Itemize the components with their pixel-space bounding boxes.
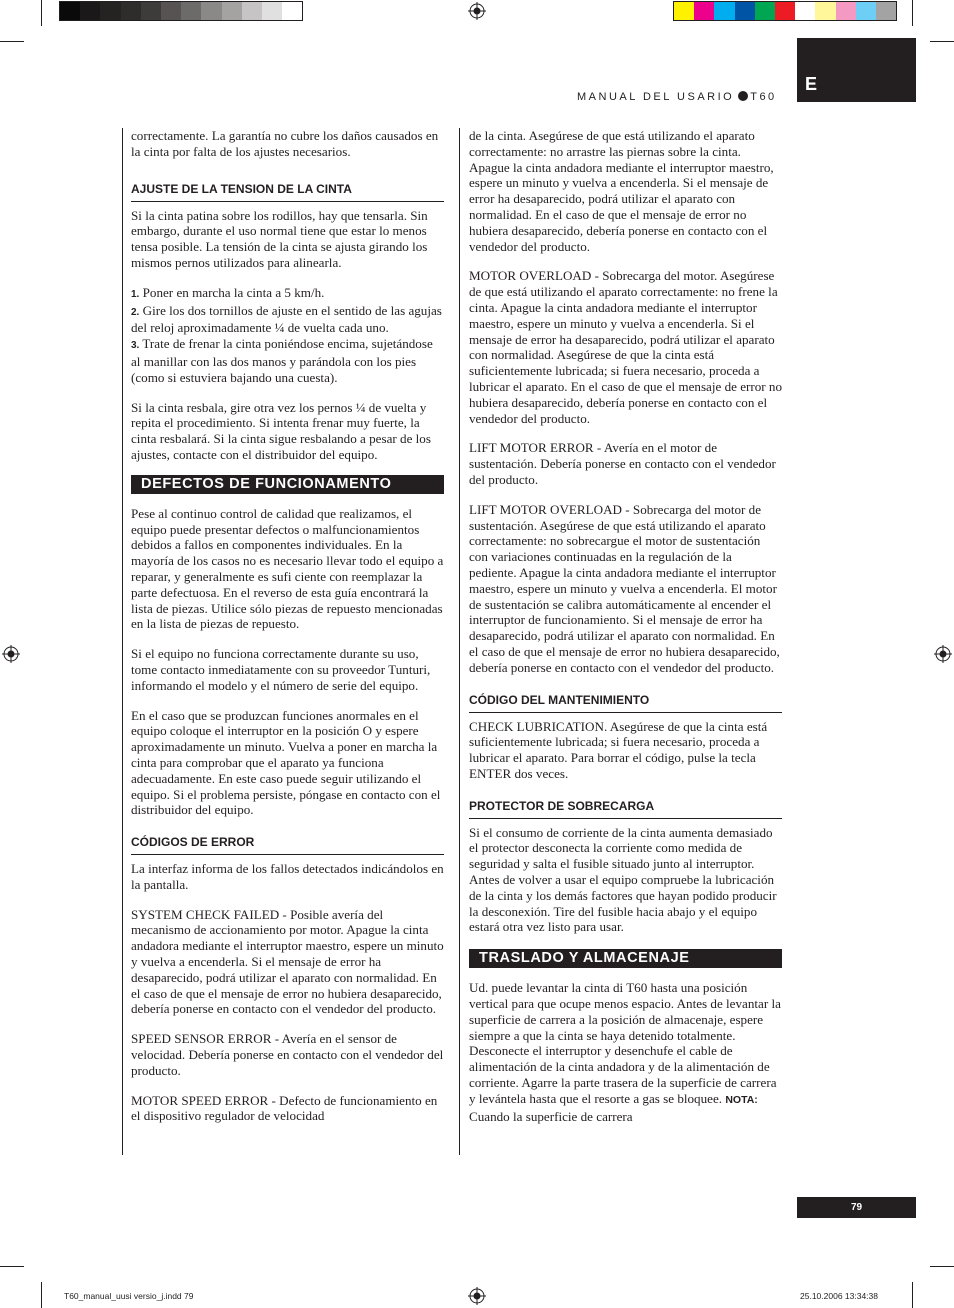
- color-swatch: [121, 2, 141, 20]
- step-number: 1.: [131, 288, 140, 300]
- color-swatch: [735, 2, 755, 20]
- paragraph: SYSTEM CHECK FAILED - Posible avería del mecanismo de accionamiento por motor. Apague la cinta andadora mediante el interruptor maestro, espere un minuto y vuelva a encenderla. Si el mensaje de error ha desaparecido, podrá utilizar el aparato con normalidad. En el caso de que el mensaje de error no hubiera desaparecido, debería ponerse en contacto con el vendedor del producto.: [131, 906, 444, 1017]
- color-swatch: [714, 2, 734, 20]
- crop-mark: [41, 0, 42, 26]
- column-rule-right: [459, 128, 460, 1155]
- registration-mark-icon: [468, 1287, 486, 1305]
- color-swatch: [141, 2, 161, 20]
- process-color-bar: [673, 1, 897, 21]
- list-item: [131, 303, 444, 337]
- color-swatch: [161, 2, 181, 20]
- color-swatch: [242, 2, 262, 20]
- list-item: [131, 285, 444, 303]
- color-swatch: [201, 2, 221, 20]
- date-slug: 25.10.2006 13:34:38: [800, 1291, 878, 1301]
- color-swatch: [282, 2, 302, 20]
- registration-mark-icon: [2, 645, 20, 663]
- paragraph: Pese al continuo control de calidad que realizamos, el equipo puede presentar defectos o malfuncionamientos debidos a fallos en componentes individuales. En la mayoría de los casos no es necesario llevar todo el equipo a reparar, y generalmente es sufi ciente con reemplazar la parte defectuosa. En el reverso de esta guía encontrará la lista de piezas. Utilice sólo piezas de repuesto mencionadas en la lista de piezas de repuesto.: [131, 505, 444, 632]
- color-swatch: [80, 2, 100, 20]
- registration-mark-icon: [468, 2, 486, 20]
- manual-title: MANUAL DEL USARIO: [577, 91, 735, 103]
- heading-overload-protector: PROTECTOR DE SOBRECARGA: [469, 794, 782, 819]
- paragraph: correctamente. La garantía no cubre los daños causados en la cinta por falta de los ajustes necesarios.: [131, 128, 439, 159]
- crop-mark: [912, 0, 913, 26]
- heading-malfunctions: DEFECTOS DE FUNCIONAMENTO: [131, 475, 444, 494]
- left-column: [131, 128, 444, 1138]
- color-swatch: [262, 2, 282, 20]
- color-swatch: [181, 2, 201, 20]
- bullet-icon: [738, 91, 748, 101]
- paragraph: Si la cinta resbala, gire otra vez los pernos ¼ de vuelta y repita el procedimiento. Si intenta frenar muy fuerte, la cinta resbalará. Si la cinta sigue resbalando a pesar de los ajustes, contacte con el distribuidor del equipo.: [131, 399, 431, 462]
- gray-color-bar: [59, 1, 303, 21]
- paragraph: En el caso que se produzcan funciones anormales en el equipo coloque el interruptor en la posición O y espere aproximadamente un minuto. Vuelva a poner en marcha la cinta para comprobar que el aparato ya funciona adecuadamente. En este caso puede seguir utilizando el equipo. Si el problema persiste, póngase en contacto con el distribuidor del equipo.: [131, 707, 441, 818]
- color-swatch: [856, 2, 876, 20]
- language-letter: E: [805, 74, 818, 94]
- registration-mark-icon: [934, 645, 952, 663]
- color-swatch: [222, 2, 242, 20]
- paragraph-text: Ud. puede levantar la cinta di T60 hasta una posición vertical para que ocupe menos espacio. Antes de levantar la superficie de carrera a la posición de almacenaje, espere siempre a que la cinta se haya detenido totalmente. Desconecte el interruptor y desenchufe el cable de alimentación de la cinta andadora y de la alimentación de corriente. Agarre la parte trasera de la superficie de carrera y levántela hasta que el resorte a gas se bloquee.: [469, 980, 781, 1106]
- color-swatch: [815, 2, 835, 20]
- step-number: 3.: [131, 340, 140, 352]
- color-swatch: [100, 2, 120, 20]
- page-number: 79: [797, 1197, 916, 1218]
- paragraph: [469, 980, 782, 1124]
- crop-mark: [0, 1266, 24, 1267]
- color-swatch: [876, 2, 896, 20]
- model-name: T60: [750, 91, 777, 103]
- color-swatch: [775, 2, 795, 20]
- color-swatch: [694, 2, 714, 20]
- heading-error-codes: CÓDIGOS DE ERROR: [131, 830, 444, 855]
- paragraph: Si la cinta patina sobre los rodillos, hay que tensarla. Sin embargo, durante el uso normal tiene que estar lo menos tensa posible. La tensión de la cinta se ajusta girando los mismos pernos utilizados para alinearla.: [131, 207, 428, 270]
- color-swatch: [60, 2, 80, 20]
- crop-mark: [0, 41, 24, 42]
- paragraph: Si el consumo de corriente de la cinta aumenta demasiado el protector desconecta la corriente como medida de seguridad y salta el fusible situado junto al interruptor. Antes de volver a usar el equipo compruebe la lubricación de la cinta y los demás factores que hayan podido producir la desconexión. Tire del fusible hacia abajo y el equipo estará otra vez listo para usar.: [469, 824, 777, 935]
- heading-belt-tension: AJUSTE DE LA TENSION DE LA CINTA: [131, 177, 444, 202]
- color-swatch: [836, 2, 856, 20]
- color-swatch: [755, 2, 775, 20]
- paragraph: MOTOR OVERLOAD - Sobrecarga del motor. Asegúrese de que está utilizando el aparato correctamente: no frene la cinta. Apague la cinta andadora mediante el interruptor maestro, espere un minuto y vuelva a encenderla. Si el mensaje de error ha desaparecido, podrá utilizar el aparato con normalidad. Asegúrese de que la cinta está suficientemente lubricada; si fuera necesario, proceda a lubricar el aparato. En el caso de que el mensaje de error no hubiera desaparecido, debería ponerse en contacto con el vendedor del producto.: [469, 268, 783, 426]
- crop-mark: [930, 1266, 954, 1267]
- step-text: Poner en marcha la cinta a 5 km/h.: [139, 284, 325, 300]
- paragraph: La interfaz informa de los fallos detectados indicándolos en la pantalla.: [131, 861, 444, 892]
- step-text: Gire los dos tornillos de ajuste en el sentido de las agujas del reloj aproximadamente ¼ de vuelta cada uno.: [131, 302, 442, 336]
- color-swatch: [795, 2, 815, 20]
- paragraph: Si el equipo no funciona correctamente durante su uso, tome contacto inmediatamente con su proveedor Tunturi, informando el modelo y el número de serie del equipo.: [131, 646, 431, 693]
- language-tab: [797, 38, 916, 102]
- paragraph: SPEED SENSOR ERROR - Avería en el sensor de velocidad. Debería ponerse en contacto con el vendedor del producto.: [131, 1031, 444, 1078]
- color-swatch: [674, 2, 694, 20]
- paragraph: LIFT MOTOR OVERLOAD - Sobrecarga del motor de sustentación. Asegúrese de que está utilizando el aparato correctamente: no sobrecargue el motor de sustentación con variaciones continuadas en la regulación de la pediente. Apague la cinta andadora mediante el interruptor maestro, espere un minuto y vuelva a encenderla. El motor de sustentación se calibra automáticamente al encender el interruptor de funcionamiento. Si el mensaje de error ha desaparecido, podrá utilizar el aparato con normalidad. En el caso de que el mensaje de error no hubiera desaparecido, debería ponerse en contacto con el vendedor del producto.: [469, 501, 780, 675]
- note-label: NOTA:: [725, 1093, 758, 1106]
- paragraph: CHECK LUBRICATION. Asegúrese de que la cinta está suficientemente lubricada; si fuera necesario, proceda a lubricar el aparato. Para borrar el código, pulse la tecla ENTER dos veces.: [469, 718, 768, 781]
- paragraph: MOTOR SPEED ERROR - Defecto de funcionamiento en el dispositivo regulador de velocidad: [131, 1092, 438, 1124]
- crop-mark: [930, 41, 954, 42]
- paragraph: de la cinta. Asegúrese de que está utilizando el aparato correctamente: no arrastre las piernas sobre la cinta. Apague la cinta andadora mediante el interruptor maestro, espere un minuto y vuelva a encenderla. Si el mensaje de error ha desaparecido, podrá utilizar el aparato con normalidad. En el caso de que el mensaje de error no hubiera desaparecido, debería ponerse en contacto con el vendedor del producto.: [469, 128, 774, 254]
- right-column: [469, 128, 782, 1138]
- crop-mark: [912, 1282, 913, 1308]
- column-rule-left: [122, 128, 123, 1155]
- file-slug: T60_manual_uusi versio_j.indd 79: [64, 1291, 194, 1301]
- crop-mark: [41, 1282, 42, 1308]
- step-number: 2.: [131, 306, 140, 318]
- heading-transport-storage: TRASLADO Y ALMACENAJE: [469, 949, 782, 968]
- paragraph: LIFT MOTOR ERROR - Avería en el motor de sustentación. Debería ponerse en contacto con el vendedor del producto.: [469, 440, 776, 487]
- step-text: Trate de frenar la cinta poniéndose encima, sujetándose al manillar con las dos manos y parándola con los pies (como si estuviera bajando una cuesta).: [131, 336, 433, 385]
- note-text: Cuando la superficie de carrera: [469, 1108, 633, 1124]
- running-head: [577, 91, 777, 103]
- list-item: [131, 336, 444, 385]
- heading-maintenance-code: CÓDIGO DEL MANTENIMIENTO: [469, 688, 782, 713]
